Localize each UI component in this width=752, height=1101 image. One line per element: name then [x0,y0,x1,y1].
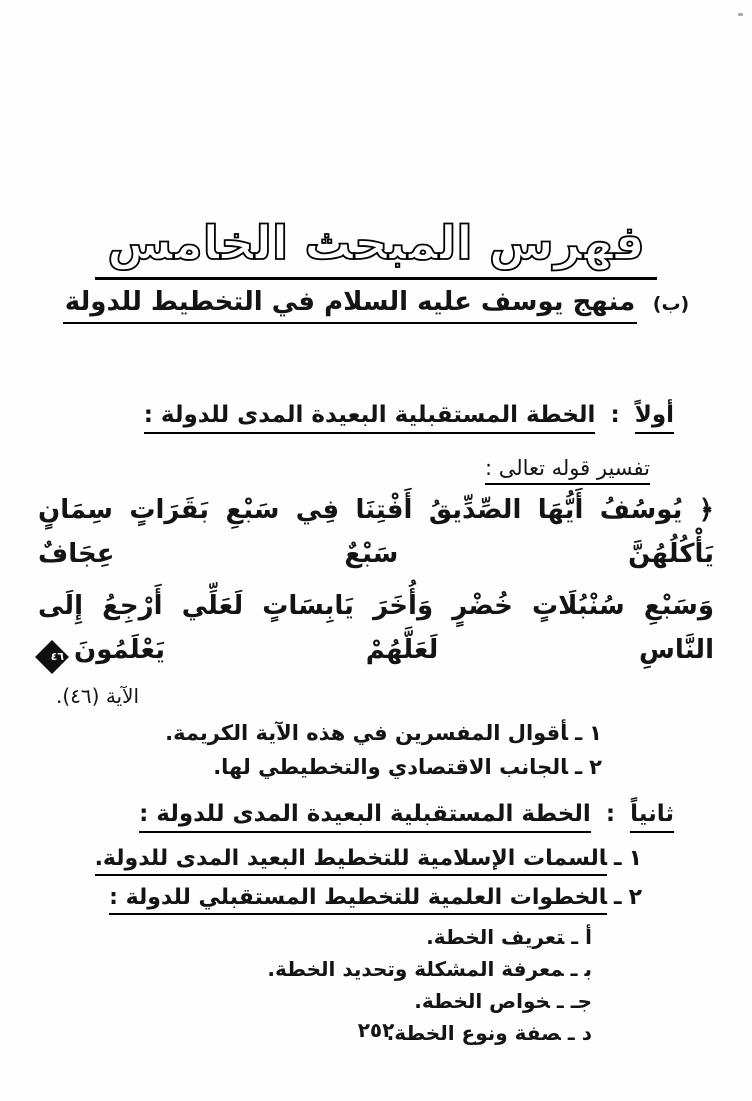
item-text: الجانب الاقتصادي والتخطيطي لها. [213,754,568,779]
sub-list-item [0,954,592,984]
list-item [0,752,602,782]
list-item [0,844,642,875]
tafsir-label: تفسير قوله تعالى : [485,456,650,485]
scan-artifact [738,13,743,16]
item-letter: د [581,1020,592,1045]
tafsir-label-row [0,456,752,480]
item-dash: ـ [614,885,622,911]
item-letter: ب [584,956,592,981]
section-second-colon: : [605,801,616,828]
quran-verse-line-2 [0,584,752,672]
item-text: معرفة المشكلة وتحديد الخطة. [267,956,564,981]
verse-text-1: ﴿ يُوسُفُ أَيُّهَا الصِّدِّيقُ أَفْتِنَا فِي سَبْعِ بَقَرَاتٍ سِمَانٍ يَأْكُلُهُنَّ سَبْعٌ عِجَافٌ [38,494,714,569]
item-number: ١ [589,721,602,746]
verse-text-2: وَسَبْعِ سُنْبُلَاتٍ خُضْرٍ وَأُخَرَ يَابِسَاتٍ لَعَلِّي أَرْجِعُ إِلَى النَّاسِ لَعَلَّهُمْ يَعْلَمُونَ [38,590,714,666]
item-text: صفة ونوع الخطة. [386,1020,561,1045]
item-dash: ـ [614,846,622,872]
list-item [0,718,602,748]
chapter-index-heading [0,216,752,280]
item-letter: أ [585,924,592,949]
item-text: السمات الإسلامية للتخطيط البعيد المدى للدولة. [95,846,607,876]
item-letter: جـ [570,988,592,1013]
item-text: خواص الخطة. [414,988,550,1013]
chapter-index-title: فهرس المبحث الخامس [95,216,657,280]
sub-list-item [0,922,592,952]
item-text: تعريف الخطة. [426,924,565,949]
item-text: أقوال المفسرين في هذه الآية الكريمة. [165,721,568,746]
section-first-colon: : [610,402,620,429]
section-first-heading [0,399,752,431]
item-text: الخطوات العلمية للتخطيط المستقبلي للدولة : [109,885,607,915]
section-second-list [0,844,752,914]
item-number: ٢ [589,754,602,779]
section-first-title: الخطة المستقبلية البعيدة المدى للدولة : [144,402,596,434]
item-dash: ـ [571,924,579,949]
section-first-marker: أولاً [635,402,674,434]
section-first-list [0,718,752,782]
subtitle-prefix: (ب) [652,293,690,316]
chapter-subtitle: منهج يوسف عليه السلام في التخطيط للدولة [63,287,637,324]
section-second-title: الخطة المستقبلية البعيدة المدى للدولة : [139,801,591,833]
item-number: ٢ [628,885,642,911]
section-second-marker: ثانياً [630,801,674,833]
section-second-heading [0,798,752,830]
ayah-number: ٤٦ [50,650,64,664]
ayah-end-marker-icon [35,640,69,674]
chapter-subtitle-row [0,287,752,317]
item-dash: ـ [574,721,583,746]
sub-list-item [0,986,592,1016]
item-dash: ـ [556,988,564,1013]
list-item [0,883,642,914]
quran-verse-line-1 [0,488,752,576]
page-number: ٢٥٢ [357,1018,395,1042]
item-dash: ـ [574,754,583,779]
item-dash: ـ [570,956,578,981]
verse-reference: الآية (٤٦). [56,684,140,709]
item-number: ١ [628,846,642,872]
item-dash: ـ [567,1020,575,1045]
